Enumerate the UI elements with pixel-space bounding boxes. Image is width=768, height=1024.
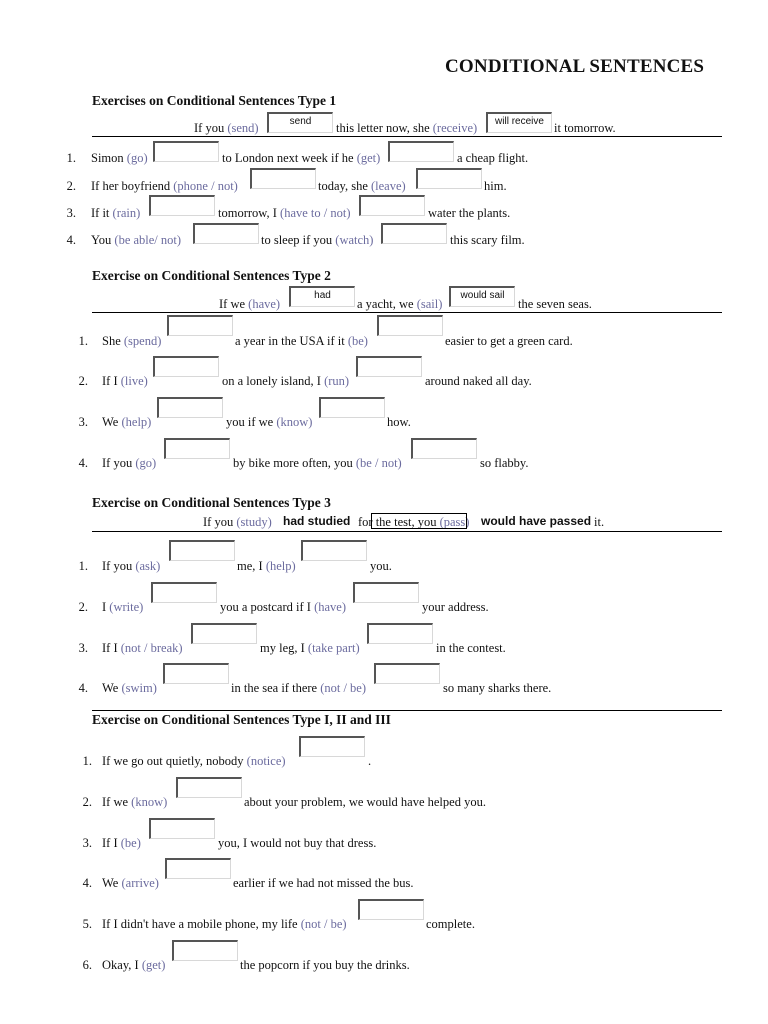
s3-item-3-part-2: my leg, I (take part) [260,641,360,655]
s2-item-4-part-2: by bike more often, you (be / not) [233,456,402,470]
s2-item-1-part-1: She (spend) [102,334,162,348]
s4-item-1-part-1: If we go out quietly, nobody (notice) [102,754,286,768]
item-number: 3. [78,641,88,655]
s3-item-3-answer-2[interactable] [367,623,433,644]
example-2-answer-1: had [289,286,355,307]
divider [92,710,722,711]
s4-item-5-answer-1[interactable] [358,899,424,920]
s1-item-4-part-1: You (be able/ not) [91,233,182,247]
item-number: 4. [66,233,76,247]
verb-hint: (go) [135,456,157,470]
s2-item-1-answer-1[interactable] [167,315,233,336]
section-3-heading: Exercise on Conditional Sentences Type 3 [92,495,331,510]
s3-item-1-part-2: me, I (help) [237,559,296,573]
s2-item-3-part-3: how. [387,415,411,429]
s3-item-1-part-3: you. [370,559,392,573]
s1-item-1-answer-1[interactable] [153,141,219,162]
item-number: 1. [78,334,88,348]
s4-item-4-answer-1[interactable] [165,858,231,879]
s2-item-1-part-2: a year in the USA if it (be) [235,334,368,348]
s1-item-3-answer-2[interactable] [359,195,425,216]
verb-hint: (ask) [135,559,161,573]
s4-item-4-part-2: earlier if we had not missed the bus. [233,876,414,890]
s1-item-1-part-3: a cheap flight. [457,151,529,165]
verb-hint: (not / be) [300,917,347,931]
verb-hint: (phone / not) [173,179,238,193]
s4-item-6-answer-1[interactable] [172,940,238,961]
verb-hint: (write) [109,600,144,614]
s1-item-3-part-2: tomorrow, I (have to / not) [218,206,351,220]
verb-hint: (take part) [307,641,360,655]
s2-item-2-part-2: on a lonely island, I (run) [222,374,350,388]
s1-item-2-answer-1[interactable] [250,168,316,189]
item-number: 3. [82,836,92,850]
verb-hint: (be) [120,836,141,850]
item-number: 2. [82,795,92,809]
s3-item-2-part-2: you a postcard if I (have) [220,600,346,614]
example-3-part-3: it. [594,515,605,529]
verb-hint: (go) [126,151,148,165]
item-number: 3. [66,206,76,220]
s1-item-2-part-2: today, she (leave) [318,179,406,193]
s4-item-2-part-2: about your problem, we would have helped you. [244,795,486,809]
s4-item-6-part-1: Okay, I (get) [102,958,166,972]
s3-item-2-part-1: I (write) [102,600,144,614]
item-number: 1. [78,559,88,573]
s4-item-2-part-1: If we (know) [102,795,168,809]
s1-item-4-part-2: to sleep if you (watch) [261,233,374,247]
divider [92,136,722,137]
s3-item-1-part-1: If you (ask) [102,559,161,573]
s1-item-3-part-1: If it (rain) [91,206,141,220]
verb-hint: (get) [141,958,166,972]
s2-item-1-answer-2[interactable] [377,315,443,336]
s2-item-2-answer-2[interactable] [356,356,422,377]
example-1-part-3: it tomorrow. [554,121,616,135]
s2-item-2-answer-1[interactable] [153,356,219,377]
s4-item-3-part-1: If I (be) [102,836,141,850]
section-2-heading: Exercise on Conditional Sentences Type 2 [92,268,331,283]
verb-hint: (run) [324,374,350,388]
s1-item-1-part-2: to London next week if he (get) [222,151,381,165]
example-3-highlight-box [371,513,467,529]
s3-item-4-part-3: so many sharks there. [443,681,552,695]
s3-item-2-answer-1[interactable] [151,582,217,603]
example-3-answer-1: had studied [283,514,351,528]
s2-item-3-answer-1[interactable] [157,397,223,418]
verb-hint: (send) [227,121,259,135]
verb-hint: (pass) [439,515,470,529]
s3-item-2-part-3: your address. [422,600,489,614]
s1-item-3-part-3: water the plants. [428,206,511,220]
s3-item-4-part-1: We (swim) [102,681,157,695]
section-1-heading: Exercises on Conditional Sentences Type 1 [92,93,337,108]
s2-item-4-part-3: so flabby. [480,456,529,470]
s2-item-4-answer-1[interactable] [164,438,230,459]
verb-hint: (know) [276,415,313,429]
s3-item-3-answer-1[interactable] [191,623,257,644]
example-2-answer-2: would sail [449,286,515,307]
s4-item-1-answer-1[interactable] [299,736,365,757]
s3-item-3-part-1: If I (not / break) [102,641,183,655]
example-2-part-2: a yacht, we (sail) [357,297,443,311]
s3-item-2-answer-2[interactable] [353,582,419,603]
s2-item-4-answer-2[interactable] [411,438,477,459]
s4-item-6-part-2: the popcorn if you buy the drinks. [240,958,410,972]
item-number: 3. [78,415,88,429]
verb-hint: (receive) [432,121,478,135]
s1-item-3-answer-1[interactable] [149,195,215,216]
item-number: 1. [66,151,76,165]
example-2-part-3: the seven seas. [518,297,592,311]
s4-item-3-part-2: you, I would not buy that dress. [218,836,377,850]
divider [92,312,722,313]
s3-item-4-answer-1[interactable] [163,663,229,684]
verb-hint: (sail) [416,297,443,311]
s4-item-5-part-2: complete. [426,917,475,931]
verb-hint: (get) [356,151,381,165]
s2-item-2-part-1: If I (live) [102,374,148,388]
s3-item-4-answer-2[interactable] [374,663,440,684]
verb-hint: (watch) [335,233,374,247]
s1-item-2-part-1: If her boyfriend (phone / not) [91,179,238,193]
verb-hint: (spend) [123,334,162,348]
verb-hint: (help) [265,559,296,573]
s1-item-2-part-3: him. [484,179,507,193]
verb-hint: (be able/ not) [114,233,182,247]
verb-hint: (have) [248,297,281,311]
verb-hint: (arrive) [121,876,159,890]
verb-hint: (not / be) [320,681,367,695]
verb-hint: (be) [347,334,368,348]
s1-item-2-answer-2[interactable] [416,168,482,189]
example-3-part-1: If you (study) [203,515,272,529]
example-2-part-1: If we (have) [219,297,281,311]
example-1-answer-2: will receive [486,112,552,133]
example-3-answer-2: would have passed [481,514,592,528]
s4-item-2-answer-1[interactable] [176,777,242,798]
verb-hint: (study) [236,515,272,529]
verb-hint: (swim) [121,681,157,695]
verb-hint: (not / break) [120,641,183,655]
s2-item-1-part-3: easier to get a green card. [445,334,573,348]
item-number: 4. [78,456,88,470]
s1-item-1-answer-2[interactable] [388,141,454,162]
item-number: 4. [82,876,92,890]
s2-item-2-part-3: around naked all day. [425,374,532,388]
example-1-part-2: this letter now, she (receive) [336,121,478,135]
item-number: 6. [82,958,92,972]
page-title: CONDITIONAL SENTENCES [445,56,705,77]
verb-hint: (live) [120,374,148,388]
s1-item-1-part-1: Simon (go) [91,151,148,165]
s4-item-1-part-2: . [368,754,372,768]
s3-item-3-part-3: in the contest. [436,641,506,655]
s1-item-4-answer-1[interactable] [193,223,259,244]
s3-item-1-answer-2[interactable] [301,540,367,561]
s3-item-4-part-2: in the sea if there (not / be) [231,681,367,695]
verb-hint: (be / not) [355,456,402,470]
s2-item-4-part-1: If you (go) [102,456,157,470]
example-3-part-2: for the test, you (pass) [358,515,470,529]
item-number: 5. [82,917,92,931]
item-number: 1. [82,754,92,768]
item-number: 2. [66,179,76,193]
item-number: 2. [78,374,88,388]
verb-hint: (have to / not) [280,206,351,220]
s1-item-4-answer-2[interactable] [381,223,447,244]
section-4-heading: Exercise on Conditional Sentences Type I, II and III [92,712,391,727]
s1-item-4-part-3: this scary film. [450,233,525,247]
example-1-answer-1: send [267,112,333,133]
s3-item-1-answer-1[interactable] [169,540,235,561]
verb-hint: (help) [121,415,152,429]
s2-item-3-part-2: you if we (know) [226,415,313,429]
verb-hint: (have) [314,600,346,614]
verb-hint: (leave) [371,179,406,193]
item-number: 4. [78,681,88,695]
s2-item-3-part-1: We (help) [102,415,152,429]
item-number: 2. [78,600,88,614]
divider [92,531,722,532]
s4-item-4-part-1: We (arrive) [102,876,159,890]
s2-item-3-answer-2[interactable] [319,397,385,418]
verb-hint: (notice) [246,754,286,768]
s4-item-5-part-1: If I didn't have a mobile phone, my life (not / be) [102,917,347,931]
example-1-part-1: If you (send) [194,121,259,135]
s4-item-3-answer-1[interactable] [149,818,215,839]
verb-hint: (rain) [112,206,141,220]
verb-hint: (know) [131,795,168,809]
